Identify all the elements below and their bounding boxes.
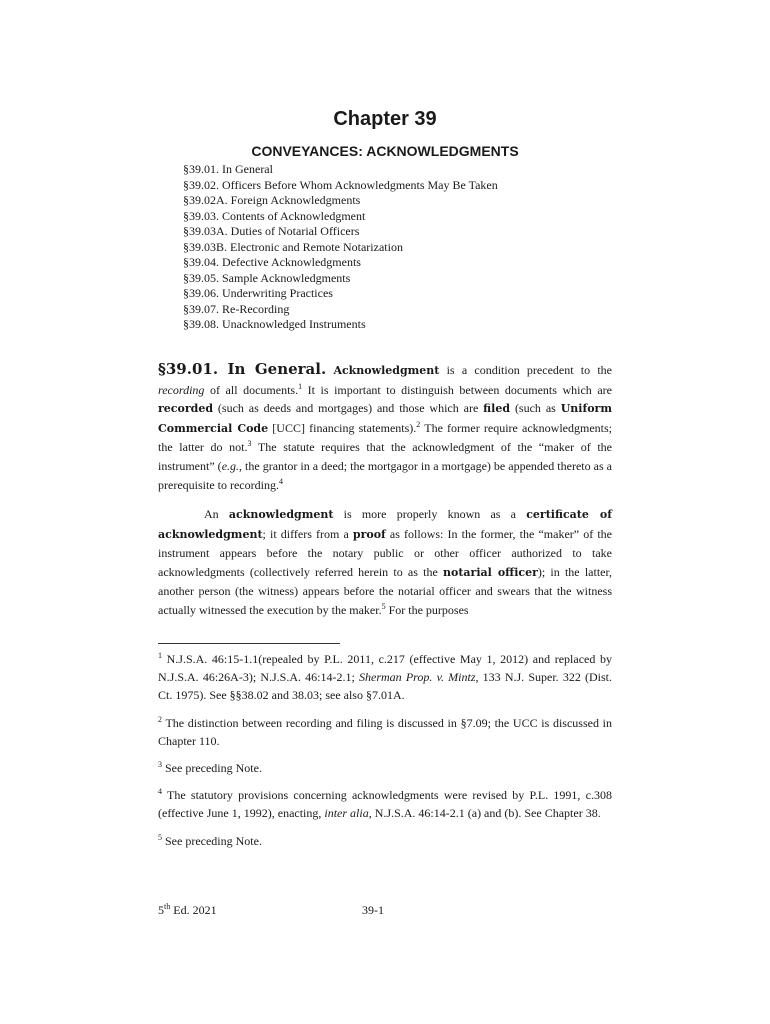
footnote-1 (158, 650, 612, 705)
toc-item: §39.02A. Foreign Acknowledgments (183, 193, 361, 207)
body-text: of all documents. (204, 382, 299, 397)
body-text: For the purposes (385, 602, 469, 617)
footnote-text: See preceding Note. (162, 833, 262, 848)
italic-term: recording (158, 382, 205, 397)
footnote-text: N.J.S.A. 46:15-1.1(repealed by P.L. 2011, c.217 (effective May 1, 2012) and replaced by N.J.S.A. 46:26A-3); N.J.S.A. 46:14-2.1; (158, 652, 612, 685)
footnote-text: The distinction between recording and filing is discussed in §7.09; the UCC is discussed in Chapter 110. (158, 715, 612, 748)
footnote-number: 1 (158, 651, 162, 660)
toc-item: §39.03B. Electronic and Remote Notarization (183, 239, 403, 254)
table-of-contents (183, 162, 498, 333)
body-text: is more properly known as a (333, 507, 527, 521)
bold-term: notarial officer (442, 565, 538, 579)
body-text: (such as (510, 401, 561, 416)
body-text: The former require acknowledgments; the latter do not. (158, 420, 612, 455)
edition-label (158, 903, 217, 918)
body-text: [UCC] financing statements). (268, 420, 417, 435)
body-text: ); in the latter, another person (the witness) appears before the notarial officer and swears that the witness actually witnessed the execution by the maker. (158, 564, 612, 617)
italic-term: e.g. (221, 458, 240, 473)
bold-term: acknowledgment (228, 508, 334, 521)
section-heading: §39.01. In General. (158, 360, 327, 378)
page-number: 39-1 (362, 903, 384, 917)
bold-term: recorded (158, 402, 214, 416)
toc-item: §39.05. Sample Acknowledgments (183, 270, 351, 285)
body-text: is a condition precedent to the (439, 363, 613, 377)
edition-suffix: th (164, 902, 171, 911)
toc-item: §39.02. Officers Before Whom Acknowledgments May Be Taken (183, 177, 498, 192)
chapter-title: Chapter 39 (333, 108, 437, 130)
footnote-text: , 133 N.J. Super. 322 (Dist. Ct. 1975). See §§38.02 and 38.03; see also §7.01A. (158, 670, 612, 703)
footnote-ref[interactable]: 3 (247, 439, 252, 449)
body-text: An (204, 507, 229, 521)
footnote-divider (158, 643, 340, 644)
footnote-2 (158, 714, 612, 750)
chapter-subtitle: CONVEYANCES: ACKNOWLEDGMENTS (251, 143, 519, 159)
footnote-text: The statutory provisions concerning acknowledgments were revised by P.L. 1991, c.308 (effective June 1, 1992), enacting, (158, 788, 612, 821)
footnote-4 (158, 786, 612, 822)
body-text: , the grantor in a deed; the mortgagor in a mortgage) be appended thereto as a prerequisite to recording. (158, 458, 612, 492)
edition-number: 5 (158, 903, 164, 917)
toc-item: §39.04. Defective Acknowledgments (183, 255, 361, 269)
footnote-ref[interactable]: 5 (381, 601, 386, 611)
footnote-ref[interactable]: 4 (278, 476, 283, 486)
edition-year: Ed. 2021 (170, 903, 217, 917)
body-text: (such as deeds and mortgages) and those which are (213, 401, 484, 416)
footnote-ref[interactable]: 2 (416, 419, 421, 429)
footnote-ref[interactable]: 1 (298, 381, 303, 391)
body-text: It is important to distinguish between documents which are (302, 382, 612, 397)
footnote-number: 4 (158, 787, 162, 797)
toc-item: §39.03. Contents of Acknowledgment (183, 208, 366, 223)
section-paragraph-2 (158, 505, 612, 620)
case-name: Sherman Prop. v. Mintz (359, 670, 476, 685)
bold-term: certificate of acknowledgment (158, 508, 612, 541)
section-paragraph-1 (158, 360, 612, 494)
toc-item: §39.08. Unacknowledged Instruments (183, 317, 366, 331)
footnote-5 (158, 832, 612, 850)
body-text: ; it differs from a (262, 526, 353, 541)
footnote-number: 5 (158, 832, 162, 842)
italic-term: inter alia (324, 806, 369, 821)
bold-term: Uniform Commercial Code (158, 402, 612, 435)
toc-item: §39.07. Re-Recording (183, 301, 290, 316)
footnotes (158, 650, 612, 850)
bold-term: filed (483, 402, 511, 416)
footnote-number: 3 (158, 760, 162, 770)
footnote-3 (158, 759, 612, 777)
toc-item: §39.03A. Duties of Notarial Officers (183, 224, 360, 238)
body-text: as follows: In the former, the “maker” of the instrument appears before the notary public or other officer authorized to take acknowledgments (collectively referred herein to as the (158, 526, 612, 579)
footnote-text: , N.J.S.A. 46:14-2.1 (a) and (b). See Chapter 38. (368, 806, 601, 821)
toc-item: §39.06. Underwriting Practices (183, 286, 333, 300)
body-text: The statute requires that the acknowledgment of the “maker of the instrument” ( (158, 440, 612, 473)
footnote-text: See preceding Note. (162, 761, 262, 776)
bold-term: proof (352, 527, 386, 541)
toc-item: §39.01. In General (183, 162, 273, 176)
bold-term: Acknowledgment (333, 364, 440, 377)
footnote-number: 2 (158, 714, 162, 724)
